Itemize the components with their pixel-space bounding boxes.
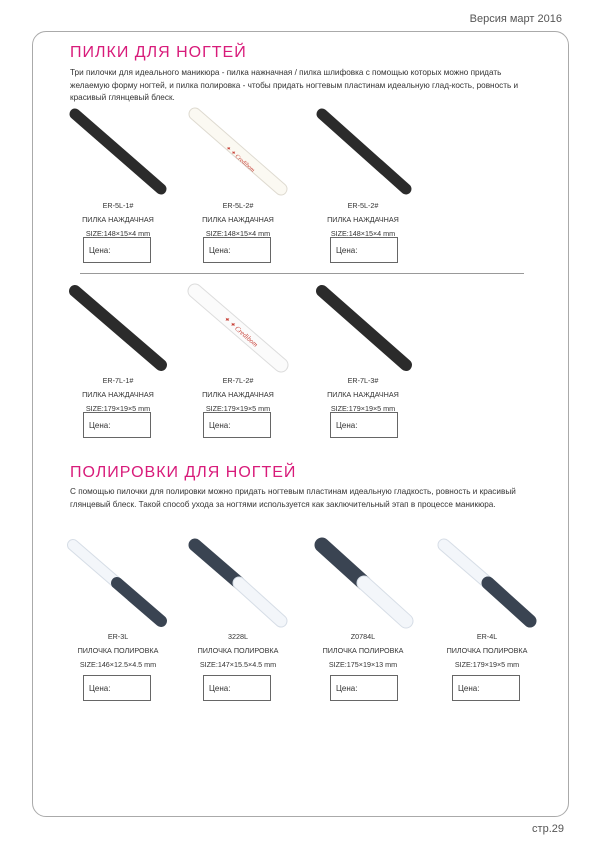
price-box: Цена: — [203, 412, 271, 438]
product-code: 3228L — [228, 632, 248, 641]
product-name: ПИЛОЧКА ПОЛИРОВКА — [77, 646, 159, 655]
product-card — [288, 279, 438, 459]
product-card — [288, 104, 438, 284]
product-code: ER-5L-2# — [222, 201, 254, 210]
product-size: SIZE:146×12.5×4.5 mm — [79, 660, 157, 669]
price-box: Цена: — [203, 237, 271, 263]
price-box: Цена: — [83, 412, 151, 438]
product-name: ПИЛКА НАЖДАЧНАЯ — [82, 390, 154, 399]
nail-file-image — [288, 104, 438, 199]
price-box: Цена: — [83, 675, 151, 701]
product-code: ER-7L-2# — [222, 376, 254, 385]
product-code: ER-4L — [476, 632, 498, 641]
price-box: Цена: — [83, 237, 151, 263]
price-box: Цена: — [203, 675, 271, 701]
product-size: SIZE:179×19×5 mm — [85, 404, 151, 413]
product-size: SIZE:179×19×5 mm — [454, 660, 520, 669]
product-size: SIZE:179×19×5 mm — [330, 404, 396, 413]
product-code: Z0784L — [350, 632, 376, 641]
polisher-image — [412, 535, 562, 630]
product-name: ПИЛКА НАЖДАЧНАЯ — [327, 390, 399, 399]
price-box: Цена: — [330, 412, 398, 438]
row-divider — [80, 273, 524, 274]
product-name: ПИЛОЧКА ПОЛИРОВКА — [322, 646, 404, 655]
product-code: ER-7L-3# — [347, 376, 379, 385]
polishers-section-title: ПОЛИРОВКИ ДЛЯ НОГТЕЙ — [70, 464, 297, 481]
price-box: Цена: — [452, 675, 520, 701]
price-box: Цена: — [330, 675, 398, 701]
product-code: ER-5L-1# — [102, 201, 134, 210]
product-code: ER-7L-1# — [102, 376, 134, 385]
page-number: стр.29 — [532, 823, 564, 835]
files-section-description: Три пилочки для идеального маникюра - пилка нажначная / пилка шлифовка с помощью которых можно придать желаемую форму ногтей, и пилка полировка - чтобы придать ногтевым пластинам идеальную глад-кость, ровность и красивый глянцевый блеск. — [70, 68, 519, 102]
product-code: ER-3L — [107, 632, 129, 641]
product-name: ПИЛКА НАЖДАЧНАЯ — [327, 215, 399, 224]
product-name: ПИЛКА НАЖДАЧНАЯ — [202, 390, 274, 399]
product-name: ПИЛОЧКА ПОЛИРОВКА — [446, 646, 528, 655]
product-size: SIZE:179×19×5 mm — [205, 404, 271, 413]
product-size: SIZE:175×19×13 mm — [328, 660, 398, 669]
product-name: ПИЛОЧКА ПОЛИРОВКА — [197, 646, 279, 655]
product-card — [412, 535, 562, 715]
product-code: ER-5L-2# — [347, 201, 379, 210]
price-box: Цена: — [330, 237, 398, 263]
version-label: Версия март 2016 — [469, 13, 562, 25]
files-section-title: ПИЛКИ ДЛЯ НОГТЕЙ — [70, 44, 247, 61]
product-size: SIZE:148×15×4 mm — [330, 229, 396, 238]
polishers-section-description: С помощью пилочки для полировки можно придать ногтевым пластинам идеальную гладкость, ровность и красивый глянцевый блеск. Такой способ ухода за ногтями используется как заключительный этап в процессе маникюра. — [70, 487, 516, 509]
product-size: SIZE:148×15×4 mm — [205, 229, 271, 238]
product-size: SIZE:148×15×4 mm — [85, 229, 151, 238]
brand-logo: ✦ ✦ Credibom — [221, 314, 260, 349]
product-name: ПИЛКА НАЖДАЧНАЯ — [202, 215, 274, 224]
product-size: SIZE:147×15.5×4.5 mm — [199, 660, 277, 669]
brand-logo: ✦ ✦ Credibom — [223, 144, 256, 174]
product-name: ПИЛКА НАЖДАЧНАЯ — [82, 215, 154, 224]
nail-file-image — [288, 279, 438, 374]
